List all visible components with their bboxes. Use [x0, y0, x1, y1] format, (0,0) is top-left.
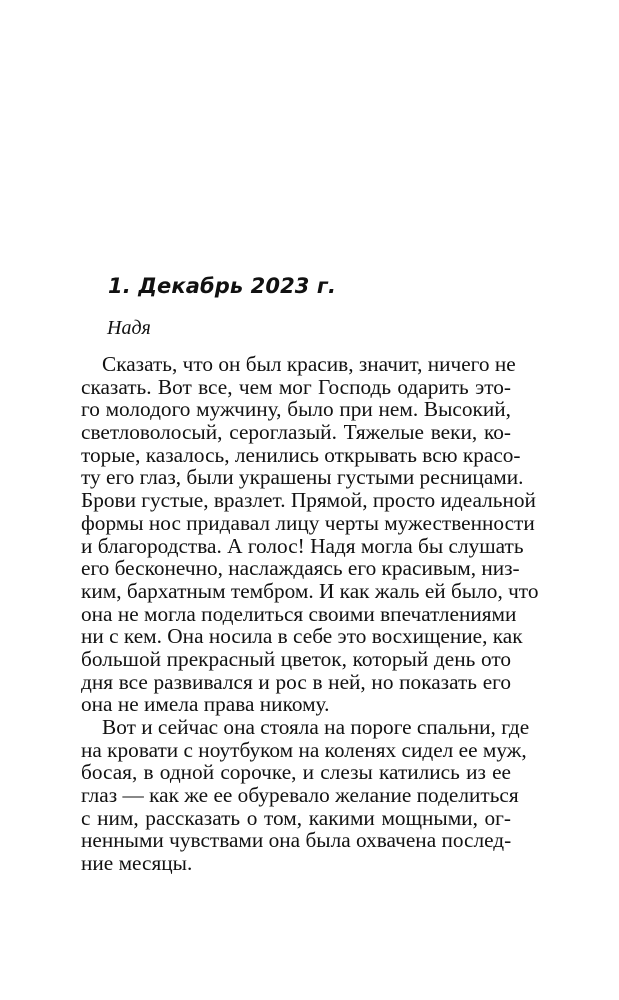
text-line: ким, бархатным тембром. И как жаль ей было, что	[81, 578, 539, 603]
text-line: ни с кем. Она носила в себе это восхищение, как	[81, 624, 523, 649]
text-line: формы нос придавал лицу черты мужественности	[81, 510, 535, 535]
text-body	[81, 352, 539, 876]
text-line: она не имела права никому.	[81, 692, 330, 717]
text-line: босая, в одной сорочке, и слезы катились из ее	[81, 760, 511, 785]
text-line: го молодого мужчину, было при нем. Высокий,	[81, 397, 511, 422]
paragraph	[81, 715, 530, 876]
text-line: ту его глаз, были украшены густыми ресницами.	[81, 465, 524, 490]
text-line: она не могла поделиться своими впечатлениями	[81, 601, 517, 626]
text-line: Вот и сейчас она стояла на пороге спальни, где	[102, 715, 530, 739]
text-line: Брови густые, вразлет. Прямой, просто идеальной	[81, 488, 536, 513]
character-name: Надя	[107, 317, 151, 339]
text-line: сказать. Вот все, чем мог Господь одарить это-	[81, 374, 511, 399]
text-line: светловолосый, сероглазый. Тяжелые веки, ко-	[81, 420, 511, 445]
paragraph	[81, 352, 539, 717]
text-line: Сказать, что он был красив, значит, ничего не	[102, 352, 516, 376]
text-line: дня все развивался и рос в ней, но показать его	[81, 669, 511, 694]
text-line: его бесконечно, наслаждаясь его красивым, низ-	[81, 556, 520, 581]
text-line: с ним, рассказать о том, какими мощными, ог-	[81, 805, 511, 830]
chapter-title: 1. Декабрь 2023 г.	[108, 274, 337, 298]
text-line: торые, казалось, ленились открывать всю красо-	[81, 442, 521, 467]
text-line: и благородства. А голос! Надя могла бы слушать	[81, 533, 524, 558]
text-line: ненными чувствами она была охвачена послед-	[81, 828, 512, 853]
text-line: ние месяцы.	[81, 851, 193, 876]
text-line: глаз — как же ее обуревало желание поделиться	[81, 783, 519, 808]
text-line: большой прекрасный цветок, который день ото	[81, 646, 511, 671]
text-line: на кровати с ноутбуком на коленях сидел ее муж,	[81, 737, 527, 762]
